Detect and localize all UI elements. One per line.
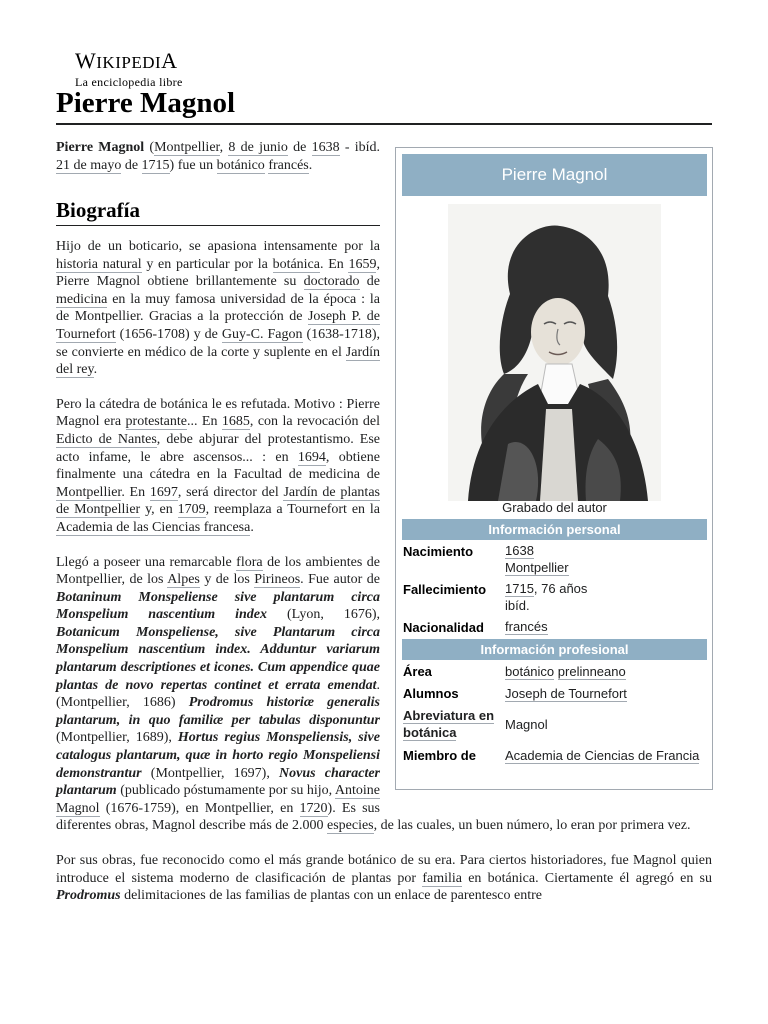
value-member-of (505, 747, 705, 764)
link-death-date[interactable]: 21 de mayo (56, 158, 122, 173)
link-1697[interactable]: 1697 (149, 484, 178, 500)
section-heading-biografia: Biografía (56, 196, 380, 226)
link-doctorado[interactable]: doctorado (303, 274, 360, 290)
paragraph: Por sus obras, fue reconocido como el más grande botánico de su era. Para ciertos historiadores, fue Magnol quien introduce el sistema moderno de clasificación de plantas por familia en botánica. Ciertamente él agregó en su Prodromus delimitaciones de las familias de plantas con un enlace de parentesco entre (56, 853, 712, 904)
link-1709[interactable]: 1709 (177, 502, 206, 518)
link-death-year[interactable]: 1715 (141, 158, 170, 173)
portrait-engraving[interactable] (448, 204, 661, 501)
paragraph: Llegó a poseer una remarcable flora de los ambientes de Montpellier, de los Alpes y de los Pirineos. Fue autor de Botaninum Monspeliense sive plantarum circa Monspelium nascentium index (Lyon, 1676), Botanicum Monspeliense, sive Plantarum circa Monspelium nascentium index. Adduntur variarum plantarum descriptiones et icones. Cum appendice quae plantas de novo repertas continet et errata emendat. (Montpellier, 1686) Prodromus historiæ generalis plantarum, in quo familiæ per tabulas disponuntur (Montpellier, 1689), Hortus regius Monspeliensis, sive catalogus plantarum, quæ in horto regio Monspeliensi demonstrantur (Montpellier, 1697), Novus character plantarum (publicado póstumamente por su hijo, Antoine Magnol (1676-1759), en Montpellier, en 1720). Es sus diferentes obras, Magnol describe más de 2.000 especies, de las cuales, un buen número, lo eran por primera vez. (56, 554, 691, 834)
infobox (395, 147, 713, 790)
link-birth-year[interactable]: 1638 (311, 140, 340, 155)
link-1685[interactable]: 1685 (221, 414, 250, 430)
link-familia[interactable]: familia (422, 870, 462, 886)
link-historia-natural[interactable]: historia natural (56, 256, 142, 272)
wikipedia-tagline: La enciclopedia libre (75, 75, 183, 89)
link-botanico[interactable]: botánico (505, 664, 555, 679)
paragraph: Hijo de un boticario, se apasiona intensamente por la historia natural y en particular por la botánica. En 1659, Pierre Magnol obtiene brillantemente su doctorado de medicina en la muy famosa universidad de la época : la de Montpellier. Gracias a la protección de Joseph P. de Tournefort (1656-1708) y de Guy-C. Fagon (1638-1718), se convierte en médico de la corte y suplente en el Jardín del rey. (56, 239, 381, 378)
link-death-year[interactable]: 1715 (505, 581, 534, 596)
wikipedia-wordmark: WIKIPEDIA (75, 48, 178, 73)
value-botanical-abbreviation: Magnol (505, 717, 548, 732)
link-montpellier[interactable]: Montpellier (56, 484, 122, 500)
image-caption: Grabado del autor (502, 500, 607, 515)
link-prelinneano[interactable]: prelinneano (557, 664, 626, 679)
label-birth: Nacimiento (403, 544, 474, 559)
link-academia-ciencias-francia[interactable]: Academia de Ciencias de Francia (505, 748, 700, 763)
link-edicto-de-nantes[interactable]: Edicto de Nantes (56, 431, 157, 447)
link-birth-place[interactable]: Montpellier (505, 560, 569, 575)
link-1694[interactable]: 1694 (297, 449, 326, 465)
link-nationality[interactable]: francés (268, 158, 309, 173)
link-birth-year[interactable]: 1638 (505, 543, 534, 558)
link-protestante[interactable]: protestante (125, 414, 187, 430)
link-abreviatura-botanica[interactable]: Abreviatura en botánica (403, 708, 495, 740)
link-tournefort[interactable]: Joseph P. de Tournefort (56, 309, 381, 342)
page-title: Pierre Magnol (56, 85, 712, 125)
label-botanical-abbreviation (403, 707, 503, 741)
work-title: Hortus regius Monspeliensis, sive catalogus plantarum, quæ in horto regio Monspeliensi demonstrantur (56, 730, 380, 781)
section-professional-info: Información profesional (402, 639, 707, 660)
link-fagon[interactable]: Guy-C. Fagon (221, 326, 303, 342)
link-joseph-de-tournefort[interactable]: Joseph de Tournefort (505, 686, 627, 701)
link-alpes[interactable]: Alpes (167, 572, 200, 588)
label-nationality: Nacionalidad (403, 620, 484, 635)
section-personal-info: Información personal (402, 519, 707, 540)
label-death: Fallecimiento (403, 582, 487, 597)
link-academia-ciencias[interactable]: Academia de las Ciencias francesa (56, 519, 251, 535)
value-area (505, 663, 705, 680)
link-1659[interactable]: 1659 (348, 256, 377, 272)
value-nationality (505, 618, 705, 635)
link-especies[interactable]: especies (326, 818, 374, 834)
link-pirineos[interactable]: Pirineos (254, 572, 301, 588)
label-area: Área (403, 664, 432, 679)
link-antoine-magnol[interactable]: Antoine Magnol (56, 783, 380, 816)
work-title: Botanicum Monspeliense, sive Plantarum circa Monspelium nascentium index. Adduntur variarum plantarum descriptiones et icones. Cum appendice quae plantas de novo repertas continet et errata emendat (56, 624, 380, 693)
link-birth-date[interactable]: 8 de junio (228, 140, 288, 155)
value-students (505, 685, 705, 702)
portrait-engraving-drawing (448, 204, 661, 501)
work-title: Botaninum Monspeliense sive plantarum circa Monspelium nascentium index (56, 589, 380, 623)
link-medicina[interactable]: medicina (56, 291, 108, 307)
link-jardin-de-plantas[interactable]: Jardín de plantas de Montpellier (56, 484, 380, 518)
work-title: Prodromus historiæ generalis plantarum, in quo familiæ per tabulas disponuntur (56, 695, 380, 728)
label-member-of: Miembro de (403, 748, 476, 763)
lead-paragraph: Pierre Magnol (Montpellier, 8 de junio de 1638 - ibíd. 21 de mayo de 1715) fue un botánico francés. (56, 140, 381, 173)
link-birth-place[interactable]: Montpellier (154, 140, 220, 155)
label-students: Alumnos (403, 686, 459, 701)
value-death: 1715, 76 años ibíd. (505, 581, 588, 613)
infobox-title: Pierre Magnol (402, 154, 707, 196)
lead-subject-name: Pierre Magnol (56, 140, 145, 155)
paragraph: Pero la cátedra de botánica le es refutada. Motivo : Pierre Magnol era protestante... En 1685, con la revocación del Edicto de Nantes, debe abjurar del protestantismo. Ese acto infame, le abre ascensos... : en 1694, obtiene finalmente una cátedra en la Facultad de medicina de Montpellier. En 1697, será director del Jardín de plantas de Montpellier y, en 1709, reemplaza a Tournefort en la Academia de las Ciencias francesa. (56, 396, 381, 535)
link-botanica[interactable]: botánica (272, 256, 320, 272)
link-1720[interactable]: 1720 (299, 800, 328, 816)
link-occupation[interactable]: botánico (216, 158, 265, 173)
work-title: Prodromus (56, 888, 121, 904)
link-jardin-del-rey[interactable]: Jardín del rey (56, 344, 380, 378)
value-birth (505, 542, 705, 576)
work-title: Novus character plantarum (56, 765, 380, 799)
wikipedia-logo[interactable] (75, 48, 183, 89)
link-nationality[interactable]: francés (505, 619, 548, 634)
link-flora[interactable]: flora (236, 554, 263, 570)
